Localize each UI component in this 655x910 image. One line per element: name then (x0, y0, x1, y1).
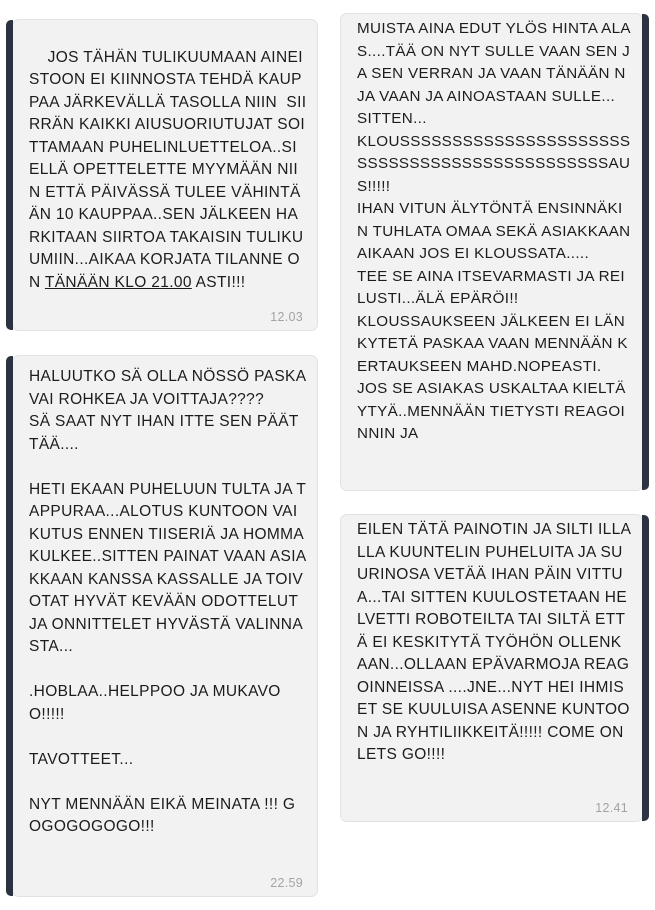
crop-fade (341, 480, 642, 490)
message-text-main: JOS TÄHÄN TULIKUUMAAN AINEISTOON EI KIINNOSTA TEHDÄ KAUPPAA JÄRKEVÄLLÄ TASOLLA NIIN SIIRRÄN KAIKKI AIUSUORIUTUJAT SOITTAMAAN PUHELINLUETTELOA..SIELLÄ OPETTELETTE MYYMÄÄN NIIN ETTÄ PÄIVÄSSÄ TULEE VÄHINTÄÄN 10 KAUPPAA..SEN JÄLKEEN HARKITAAN SIIRTOA TAKAISIN TULIKUUMIIN...AIKAA KORJATA TILANNE ON (29, 48, 307, 291)
message-bubble-3 (341, 14, 642, 490)
message-bubble-4 (341, 515, 642, 821)
message-timestamp: 22.59 (270, 876, 303, 890)
message-timestamp: 12.41 (595, 801, 628, 815)
message-text-end: ASTI!!! (191, 273, 246, 291)
message-timestamp: 12.03 (270, 310, 303, 324)
message-text (29, 24, 307, 317)
message-text: EILEN TÄTÄ PAINOTIN JA SILTI ILLALLA KUUNTELIN PUHELUITA JA SUURINOSA VETÄÄ IHAN PÄIN VITTUA...TAI SITTEN KUULOSTETAAN HELVETTI ROBOTEILTA TAI SILTÄ ETTÄ EI KESKITYTÄ TYÖHÖN OLLENKAAN...OLLAAN EPÄVARMOJA REAGOINNEISSA ....JNE...NYT HEI IHMISET SE KUULUISA ASENNE KUNTOON JA RYHTILIIKKEITÄ!!!!! COME ON LETS GO!!!! (357, 521, 632, 763)
screenshot-edge (6, 20, 13, 330)
message-bubble-2 (13, 356, 317, 896)
message-bubble-1 (13, 20, 317, 330)
screenshot-edge (6, 356, 13, 896)
message-text: HALUUTKO SÄ OLLA NÖSSÖ PASKA VAI ROHKEA JA VOITTAJA???? SÄ SAAT NYT IHAN ITTE SEN PÄÄTTÄÄ.... HETI EKAAN PUHELUUN TULTA JA TAPPURAA...ALOTUS KUNTOON VAIKUTUS ENNEN TIISERIÄ JA HOMMA KULKEE..SITTEN PAINAT VAAN ASIAKKAAN KANSSA KASSALLE JA TOIVOTAT HYVÄT KEVÄÄN ODOTTELUT JA ONNITTELET HYVÄSTÄ VALINNASTA... .HOBLAA..HELPPOO JA MUKAVOO!!!!! TAVOTTEET... NYT MENNÄÄN EIKÄ MEINATA !!! GOGOGOGOGO!!! (29, 368, 307, 835)
screenshot-edge (642, 515, 649, 821)
message-text: MUISTA AINA EDUT YLÖS HINTA ALAS....TÄÄ ON NYT SULLE VAAN SEN JA SEN VERRAN JA VAAN TÄNÄÄN NJA VAAN JA AINOASTAAN SULLE... SITTEN... KLOUSSSSSSSSSSSSSSSSSSSSSSSSSSSSSSSSSSSSSSSSSSSSSSAUS!!!!! IHAN VITUN ÄLYTÖNTÄ ENSINNÄKIN TUHLATA OMAA SEKÄ ASIAKKAAN AIKAAN JOS EI KLOUSSATA..... TEE SE AINA ITSEVARMASTI JA REILUSTI...ÄLÄ EPÄRÖI!! KLOUSSAUKSEEN JÄLKEEN EI LÄNKYTETÄ PASKAA VAAN MENNÄÄN KERTAUKSEEN MAHD.NOPEASTI. JOS SE ASIAKAS USKALTAA KIELTÄYTYÄ..MENNÄÄN TIETYSTI REAGOINNIN JA (357, 20, 631, 442)
screenshot-edge (642, 14, 649, 490)
deadline-text: TÄNÄÄN KLO 21.00 (44, 273, 192, 291)
